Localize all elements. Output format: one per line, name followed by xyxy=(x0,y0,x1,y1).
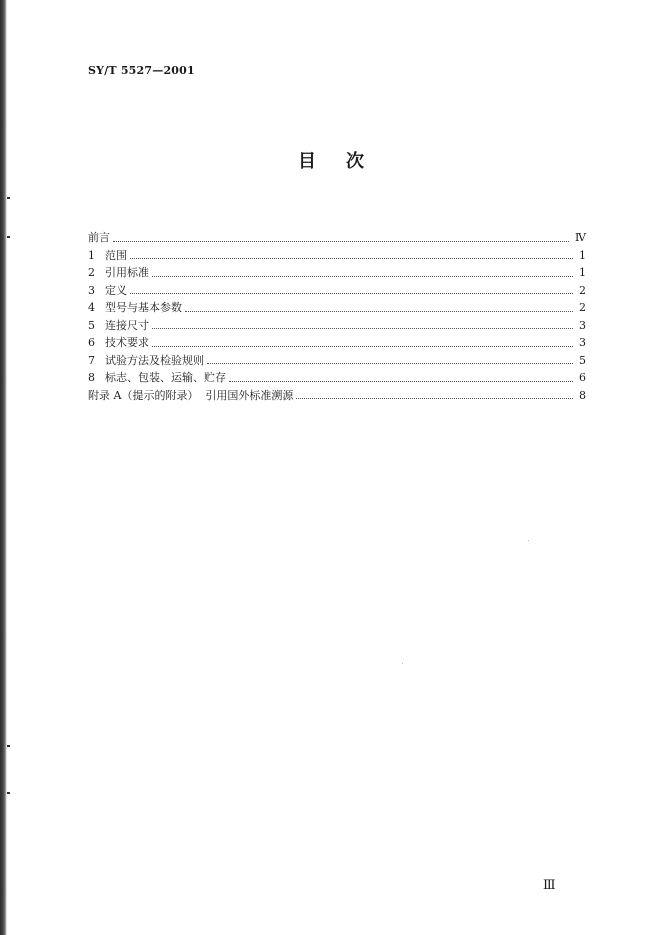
scan-mark xyxy=(7,236,10,238)
toc-entry[interactable] xyxy=(88,247,586,265)
toc-leader-dots xyxy=(113,233,569,242)
toc-leader-dots xyxy=(185,303,573,312)
scan-speck xyxy=(402,663,403,664)
toc-entry[interactable] xyxy=(88,282,586,300)
toc-entry[interactable] xyxy=(88,334,586,352)
toc-entry-label: 引用标准 xyxy=(105,266,149,279)
toc-entry-label: 标志、包装、运输、贮存 xyxy=(105,371,226,384)
toc-leader-dots xyxy=(207,355,573,364)
toc-entry-number: 6 xyxy=(88,336,95,349)
toc-entry[interactable] xyxy=(88,264,586,282)
toc-entry[interactable] xyxy=(88,369,586,387)
toc-entry-page: 2 xyxy=(579,301,586,314)
toc-leader-dots xyxy=(152,268,573,277)
toc-entry[interactable] xyxy=(88,387,586,405)
page-binding-edge xyxy=(0,0,7,935)
toc-entry-label: 试验方法及检验规则 xyxy=(105,353,204,367)
scan-mark xyxy=(7,792,10,794)
toc-entry-label: 附录 A（提示的附录） 引用国外标准溯源 xyxy=(88,388,294,402)
scan-mark xyxy=(7,745,10,747)
toc-entry[interactable] xyxy=(88,352,586,370)
toc-entry-number: 2 xyxy=(88,266,95,279)
toc-entry-label: 型号与基本参数 xyxy=(105,301,182,314)
document-code: SY/T 5527—2001 xyxy=(88,64,195,77)
toc-entry-page: 1 xyxy=(579,248,586,262)
toc-entry-page: 2 xyxy=(579,283,586,297)
scan-speck xyxy=(528,540,529,541)
toc-leader-dots xyxy=(152,338,573,347)
toc-leader-dots xyxy=(152,320,573,329)
toc-entry-label: 技术要求 xyxy=(105,336,149,349)
toc-entry-page: 6 xyxy=(579,371,586,384)
toc-entry-page: 8 xyxy=(579,388,586,402)
toc-leader-dots xyxy=(130,285,573,294)
title-char-1: 目 xyxy=(298,151,316,172)
toc-entry-number: 7 xyxy=(88,353,95,367)
toc-entry-page: 3 xyxy=(579,336,586,349)
page-title xyxy=(0,147,662,173)
scan-mark xyxy=(7,197,10,199)
toc-leader-dots xyxy=(296,390,573,399)
toc-entry-number: 3 xyxy=(88,283,95,297)
toc-entry-number: 4 xyxy=(88,301,95,314)
toc-entry-number: 5 xyxy=(88,318,95,332)
toc-entry[interactable] xyxy=(88,229,586,247)
page-number: Ⅲ xyxy=(543,878,556,893)
toc-entry-page: 1 xyxy=(579,266,586,279)
toc-entry-page: 3 xyxy=(579,318,586,332)
toc-entry[interactable] xyxy=(88,317,586,335)
toc-entry-label: 范围 xyxy=(105,248,127,262)
toc-entry-label: 定义 xyxy=(105,283,127,297)
toc-entry[interactable] xyxy=(88,299,586,317)
title-char-2: 次 xyxy=(346,151,364,172)
toc-entry-number: 1 xyxy=(88,248,95,262)
toc-entry-page: Ⅳ xyxy=(575,231,586,244)
toc-leader-dots xyxy=(229,373,573,382)
toc-leader-dots xyxy=(130,250,573,259)
toc-entry-label: 连接尺寸 xyxy=(105,318,149,332)
toc-entry-label: 前言 xyxy=(88,231,110,244)
table-of-contents xyxy=(88,229,586,404)
toc-entry-number: 8 xyxy=(88,371,95,384)
toc-entry-page: 5 xyxy=(579,353,586,367)
